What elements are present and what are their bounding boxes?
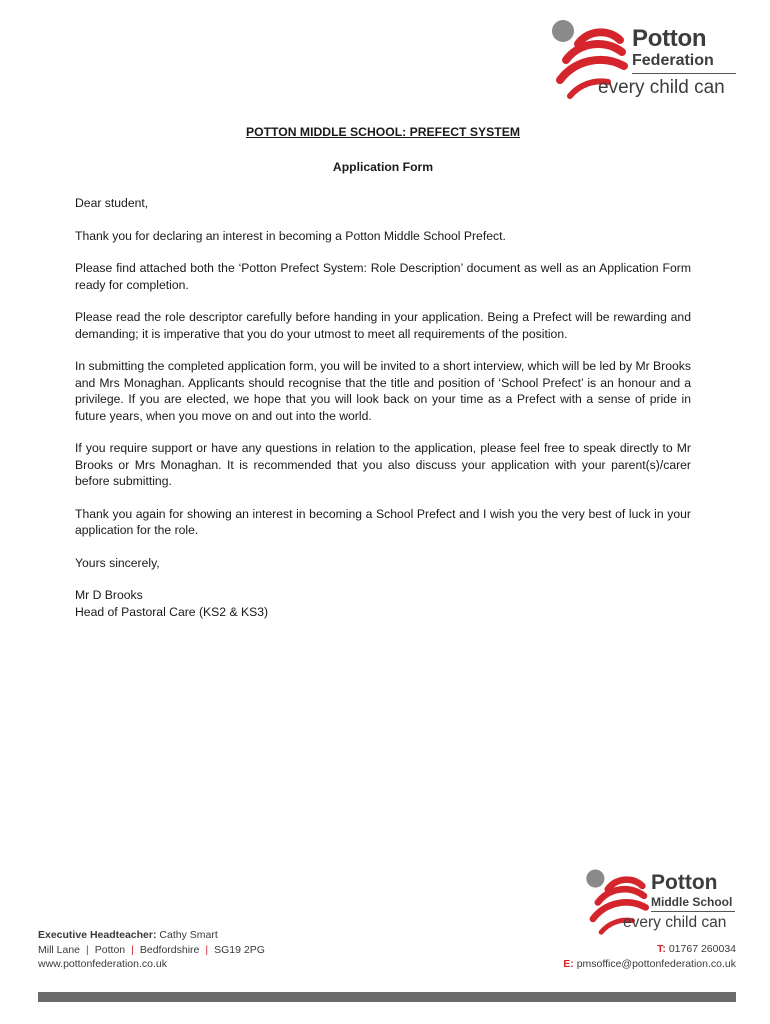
- potton-federation-logo: [548, 14, 740, 100]
- school-logo-divider: [651, 911, 735, 912]
- headteacher-name: Cathy Smart: [159, 929, 218, 941]
- logo-divider: [632, 73, 736, 74]
- paragraph-5: If you require support or have any questions in relation to the application, please feel free to speak directly to Mr Brooks or Mrs Monaghan. It is recommended that you also discuss your application with your parent(s)/carer before submitting.: [75, 441, 691, 488]
- logo-subtitle: Federation: [632, 52, 714, 69]
- headteacher-line: [38, 928, 265, 943]
- paragraph-4: In submitting the completed application form, you will be invited to a short interview, which will be led by Mr Brooks and Mrs Monaghan. Applicants should recognise that the title and position of ‘School Prefect’ is an honour and a privilege. If you are elected, we hope that you will look back on your time as a Prefect with a sense of pride in future years, when you move on and out into the world.: [75, 359, 691, 423]
- address-county: Bedfordshire: [139, 943, 200, 956]
- address-separator: |: [131, 943, 134, 956]
- email-label: E:: [563, 957, 574, 970]
- potton-middle-school-logo: [583, 864, 743, 936]
- school-logo-tagline: every child can: [623, 914, 727, 931]
- paragraph-6: Thank you again for showing an interest in becoming a School Prefect and I wish you the very best of luck in your application for the role.: [75, 506, 691, 537]
- footer-phone-email: [563, 942, 736, 971]
- closing: Yours sincerely,: [75, 555, 160, 570]
- address-street: Mill Lane: [38, 943, 81, 956]
- address-postcode: SG19 2PG: [214, 943, 265, 956]
- phone-label: T:: [657, 943, 666, 955]
- school-logo-subtitle: Middle School: [651, 895, 733, 909]
- document-title: POTTON MIDDLE SCHOOL: PREFECT SYSTEM: [245, 125, 520, 139]
- headteacher-label: Executive Headteacher:: [38, 929, 157, 941]
- phone-line: [563, 942, 736, 957]
- letter-body: [75, 124, 691, 620]
- school-logo-name: Potton: [651, 871, 718, 894]
- address-separator: |: [205, 943, 209, 956]
- email-address[interactable]: pmsoffice@pottonfederation.co.uk: [576, 957, 736, 970]
- email-line: [563, 957, 736, 972]
- signatory-role: Head of Pastoral Care (KS2 & KS3): [75, 604, 269, 619]
- address-separator: |: [86, 943, 89, 956]
- logo-tagline: every child can: [598, 77, 725, 98]
- signatory-name: Mr D Brooks: [75, 588, 143, 602]
- paragraph-1: Thank you for declaring an interest in becoming a Potton Middle School Prefect.: [75, 228, 506, 243]
- paragraph-3: Please read the role descriptor carefully before handing in your application. Being a Prefect will be rewarding and demanding; it is imperative that you do your utmost to meet all requirements of the position.: [75, 310, 691, 341]
- greeting: Dear student,: [75, 196, 149, 210]
- paragraph-2: Please find attached both the ‘Potton Prefect System: Role Description’ document as well as an Application Form ready for completion.: [75, 261, 691, 292]
- logo-name: Potton: [632, 25, 707, 52]
- address-line: [38, 943, 265, 958]
- document-subtitle: Application Form: [332, 159, 434, 174]
- phone-number[interactable]: 01767 260034: [668, 943, 736, 955]
- footer-contact: [38, 928, 265, 972]
- website-link[interactable]: www.pottonfederation.co.uk: [38, 958, 167, 970]
- address-town: Potton: [94, 943, 126, 956]
- footer-bar: [38, 992, 736, 1002]
